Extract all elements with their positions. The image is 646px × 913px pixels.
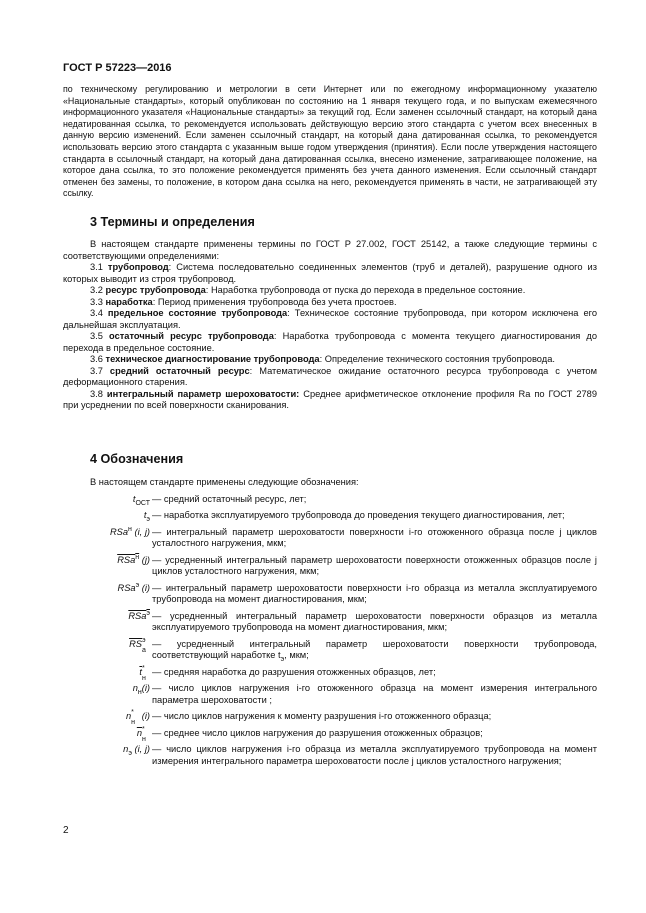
symbol-notation: n * н (i) xyxy=(125,709,150,726)
term-text: : Наработка трубопровода от пуска до перехода в предельное состояние. xyxy=(205,285,526,295)
term-definition xyxy=(63,297,597,309)
symbols-list xyxy=(63,494,597,768)
symbol-superscript: э xyxy=(146,609,150,617)
section-3-lead: В настоящем стандарте применены термины по ГОСТ Р 27.002, ГОСТ 25142, а также следующие термины с соответствующими определениями: xyxy=(63,239,597,261)
symbol-row xyxy=(63,494,597,506)
term-definition xyxy=(63,308,597,331)
term-number: 3.7 xyxy=(90,365,110,376)
symbol-notation xyxy=(63,510,150,522)
document-header: ГОСТ Р 57223—2016 xyxy=(63,62,172,74)
term-definition xyxy=(63,262,597,285)
term-name: остаточный ресурс трубопровода xyxy=(109,331,274,341)
symbol-description-text: — наработка эксплуатируемого трубопровода до проведения текущего диагностирования, лет; xyxy=(152,510,565,520)
symbol-row xyxy=(63,510,597,522)
symbol-notation xyxy=(63,683,150,695)
symbol-description-text: — среднее число циклов нагружения до разрушения отожженных образцов; xyxy=(152,727,483,738)
symbol-description xyxy=(152,494,597,506)
section-4-lead: В настоящем стандарте применены следующие обозначения: xyxy=(90,477,359,487)
symbol-args: (i, j) xyxy=(131,526,150,537)
term-name: техническое диагностирование трубопровода xyxy=(105,354,320,364)
symbol-description-text: — число циклов нагружения i-го отожженного образца на момент измерения интегрального параметра шероховатости ; xyxy=(152,683,597,705)
symbol-description-text: — интегральный параметр шероховатости поверхности i-го образца из металла эксплуатируемого трубопровода на момент диагностирования, мкм; xyxy=(152,582,597,604)
symbol-subscript: н xyxy=(137,688,142,696)
symbol-main: t xyxy=(132,493,136,504)
term-text: : Техническое состояние трубопровода, при котором исключена его дальнейшая эксплуатация. xyxy=(63,308,597,330)
term-text: : Период применения трубопровода без учета простоев. xyxy=(152,296,397,307)
terms-list xyxy=(63,262,597,412)
section-3-title: 3 Термины и определения xyxy=(90,215,255,229)
symbol-main: RS xyxy=(129,638,142,649)
symbol-notation xyxy=(63,555,150,567)
term-text: : Система последовательно соединенных элементов (труб и деталей), разрушение одного из которых выводит из строя трубопровод. xyxy=(63,262,597,284)
symbol-args: (i) xyxy=(139,711,150,721)
term-number: 3.4 xyxy=(90,308,108,318)
symbol-main: n xyxy=(123,744,129,754)
symbol-row xyxy=(63,527,597,550)
symbol-description-text: — число циклов нагружения к моменту разрушения i-го отожженного образца; xyxy=(152,711,492,721)
page-number: 2 xyxy=(63,825,69,836)
symbol-row xyxy=(63,709,597,726)
intro-paragraph: по техническому регулированию и метрологии в сети Интернет или по ежегодному информационному указателю «Национальные стандарты», который опубликован по состоянию на 1 января текущего года, и по выпускам ежемесячного информационного указателя «Национальные стандарты» за текущий год. Если заменен ссылочный стандарт, на который дана недатированная ссылка, то рекомендуется использовать действующую версию этого стандарта с учетом всех внесенных в данную версию изменений. Если заменен ссылочный стандарт, на который дана датированная ссылка, то рекомендуется использовать версию этого стандарта с указанным выше годом утверждения (принятия). Если после утверждения настоящего стандарта в ссылочный стандарт, на который дана датированная ссылка, внесено изменение, затрагивающее положение, на которое дана ссылка, то это положение рекомендуется применять без учета данного изменения. Если ссылочный стандарт отменен без замены, то положение, в котором дана ссылка на него, рекомендуется применять в части, не затрагивающей эту ссылку. xyxy=(63,84,597,199)
symbol-description-tail: , мкм; xyxy=(284,650,309,660)
symbol-description xyxy=(152,683,597,706)
symbol-subscript: ОСТ xyxy=(135,499,150,507)
symbol-description xyxy=(152,510,597,522)
symbol-description xyxy=(152,711,597,723)
term-number: 3.1 xyxy=(90,262,108,272)
symbol-row xyxy=(63,664,597,682)
symbol-description xyxy=(152,583,597,606)
symbol-main: t xyxy=(139,666,142,677)
symbol-description xyxy=(152,744,597,767)
term-definition xyxy=(63,366,597,389)
term-definition xyxy=(63,331,597,354)
term-text: Среднее арифметическое отклонение профиля Ra по ГОСТ 2789 при усреднении по всей поверхности сканирования. xyxy=(63,388,598,410)
symbol-description xyxy=(152,611,597,634)
symbol-row xyxy=(63,683,597,706)
symbol-row xyxy=(63,555,597,578)
section-terms xyxy=(63,214,597,412)
term-number: 3.6 xyxy=(90,354,106,364)
section-symbols xyxy=(63,451,597,772)
symbol-description-text: — средний остаточный ресурс, лет; xyxy=(152,493,307,504)
term-text: : Математическое ожидание остаточного ресурса трубопровода с учетом деформационного старения. xyxy=(63,365,597,387)
symbol-row xyxy=(63,636,597,663)
symbol-args: (i, j) xyxy=(131,744,150,754)
symbol-row xyxy=(63,744,597,767)
symbol-notation: RS э а xyxy=(129,636,146,654)
symbol-description xyxy=(152,728,597,740)
term-name: интегральный параметр шероховатости: xyxy=(106,388,300,399)
symbol-subscript: э xyxy=(128,749,132,757)
symbol-main: RSa xyxy=(128,610,147,621)
symbol-main: n xyxy=(132,683,138,693)
symbol-subscript: э xyxy=(146,515,150,523)
symbol-row xyxy=(63,725,597,743)
term-name: трубопровод xyxy=(107,262,169,272)
term-definition xyxy=(63,285,597,297)
symbol-args: (i) xyxy=(141,683,150,693)
term-definition xyxy=(63,354,597,366)
symbol-row xyxy=(63,611,597,634)
symbol-notation xyxy=(63,527,150,539)
symbol-description-text: — усредненный интегральный параметр шероховатости поверхности трубопровода, соответствующий наработке t xyxy=(152,638,597,660)
symbol-args: (i) xyxy=(139,582,150,593)
symbol-notation xyxy=(63,583,150,595)
symbol-notation xyxy=(63,744,150,756)
symbol-notation xyxy=(63,494,150,506)
symbol-notation: n * н xyxy=(136,725,146,743)
symbol-args: (j) xyxy=(139,554,150,565)
term-text: : Наработка трубопровода с момента текущего диагностирования до перехода в предельное состояние. xyxy=(63,331,597,353)
symbol-main: n xyxy=(136,727,142,738)
symbol-description xyxy=(152,555,597,578)
symbol-row xyxy=(63,583,597,606)
symbol-description-text: — усредненный интегральный параметр шероховатости поверхности отожженных образцов после j циклов усталостного нагружения, мкм; xyxy=(152,554,597,576)
term-name: ресурс трубопровода xyxy=(105,285,206,295)
symbol-main: RSa xyxy=(109,526,129,537)
symbol-description xyxy=(152,639,597,662)
symbol-superscript: н xyxy=(128,525,132,533)
symbol-main: t xyxy=(143,510,147,520)
term-number: 3.3 xyxy=(90,296,106,307)
term-name: средний остаточный ресурс xyxy=(109,365,250,376)
section-4-title: 4 Обозначения xyxy=(90,452,184,466)
symbol-main: RSa xyxy=(117,554,136,565)
term-name: наработка xyxy=(105,296,153,307)
term-number: 3.5 xyxy=(90,331,110,341)
symbol-description-text: — число циклов нагружения i-го образца из металла эксплуатируемого трубопровода на момент измерения интегрального параметра шероховатости после j циклов усталостного нагружения; xyxy=(152,744,597,766)
term-text: : Определение технического состояния трубопровода. xyxy=(319,354,555,364)
symbol-main: RSa xyxy=(117,582,136,593)
symbol-description-text: — усредненный интегральный параметр шероховатости поверхности образцов из металла эксплуатируемого трубопровода на момент диагностирования, мкм; xyxy=(152,610,597,632)
symbol-description-text: — интегральный параметр шероховатости поверхности i-го отожженного образца после j циклов усталостного нагружения, мкм; xyxy=(152,526,597,548)
symbol-superscript: э xyxy=(135,581,140,589)
term-number: 3.8 xyxy=(90,388,107,399)
symbol-superscript: н xyxy=(135,553,140,561)
term-name: предельное состояние трубопровода xyxy=(107,308,288,318)
symbol-description-text: — средняя наработка до разрушения отожженных образцов, лет; xyxy=(152,666,436,677)
term-number: 3.2 xyxy=(90,285,106,295)
symbol-main: n xyxy=(125,711,132,721)
term-definition xyxy=(63,389,597,412)
symbol-description xyxy=(152,667,597,679)
inline-subscript: э xyxy=(280,655,285,663)
symbol-description xyxy=(152,527,597,550)
symbol-notation xyxy=(63,611,150,623)
symbol-notation: t * н xyxy=(139,664,146,682)
